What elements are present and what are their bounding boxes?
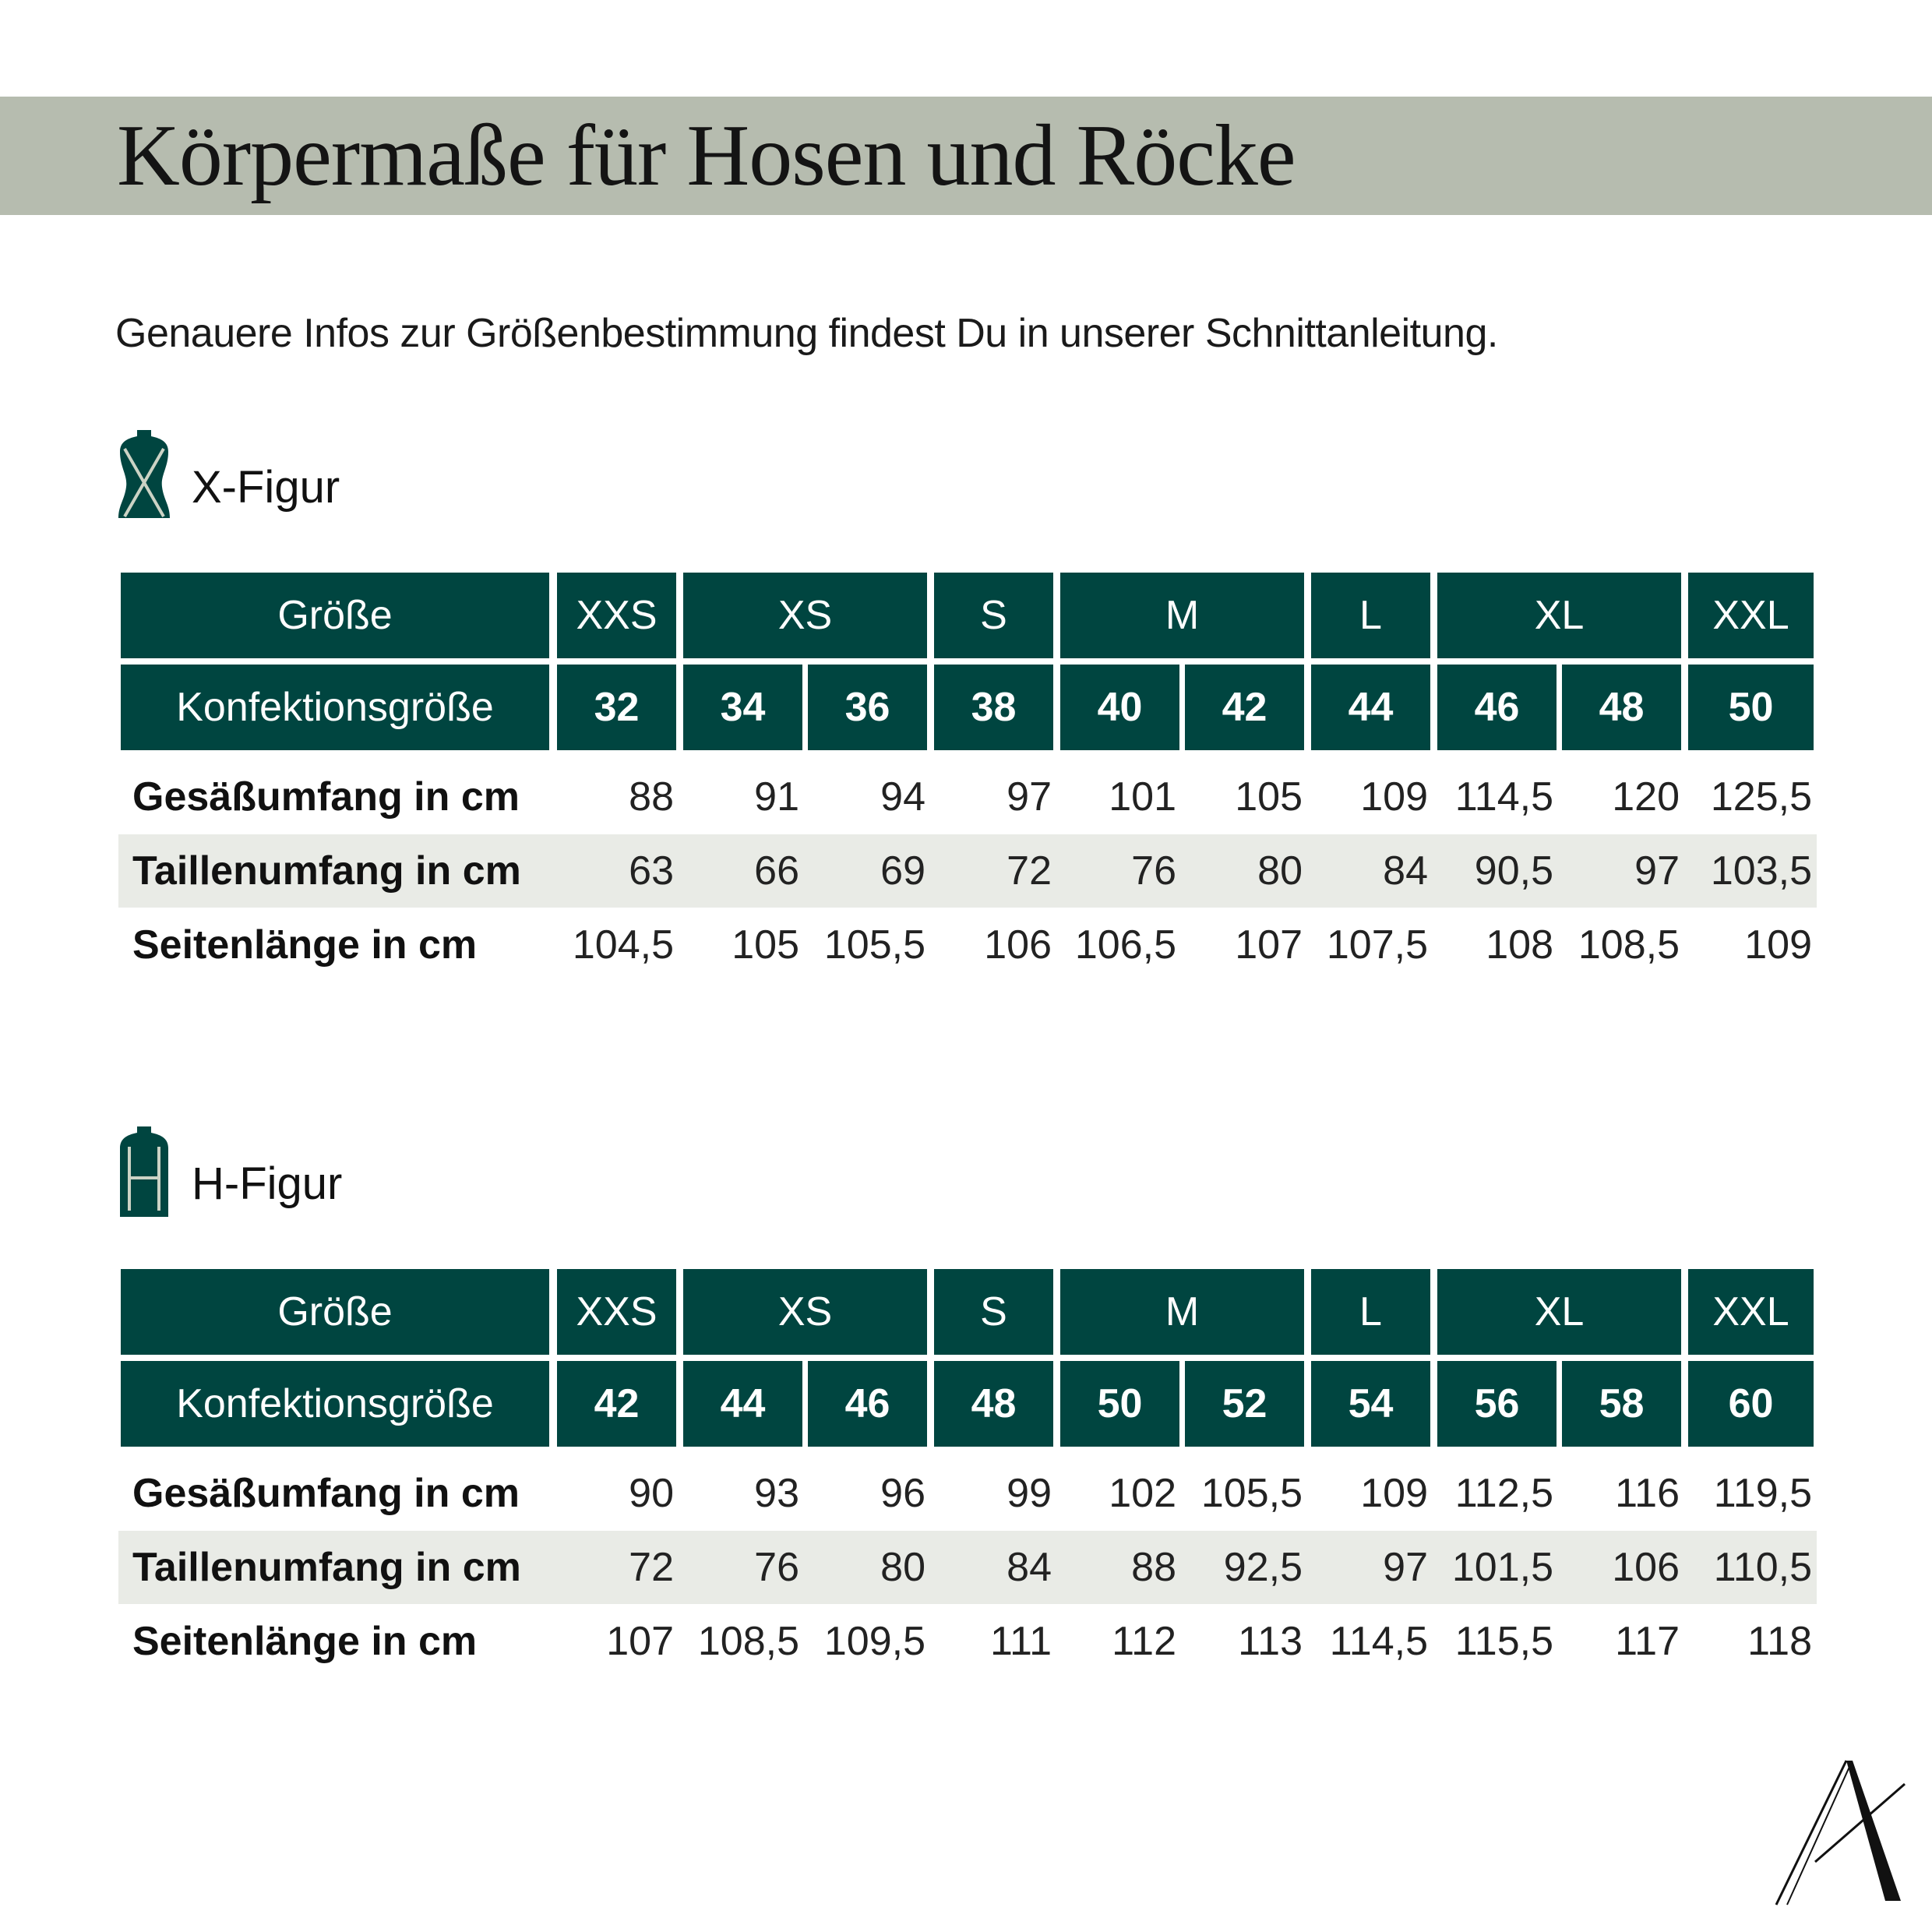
conf-size-cell: 60 <box>1688 1361 1814 1447</box>
figure-label: X-Figur <box>192 462 340 513</box>
size-header-cell: XXS <box>557 1269 676 1355</box>
table-cell: 105 <box>1235 774 1303 820</box>
table-cell: 97 <box>1383 1545 1428 1590</box>
table-cell: 84 <box>1007 1545 1052 1590</box>
table-cell: 69 <box>880 848 925 894</box>
size-header-cell: XXL <box>1688 573 1814 658</box>
row-label: Gesäßumfang in cm <box>132 774 520 820</box>
table-cell: 109,5 <box>823 1619 925 1664</box>
size-header-cell: XXS <box>557 573 676 658</box>
conf-size-cell: 38 <box>934 665 1053 750</box>
row-label: Taillenumfang in cm <box>132 1545 521 1590</box>
conf-size-cell: 56 <box>1437 1361 1557 1447</box>
table-cell: 112,5 <box>1454 1471 1553 1516</box>
conf-size-cell: 44 <box>683 1361 802 1447</box>
conf-size-cell: 36 <box>808 665 927 750</box>
table-cell: 114,5 <box>1454 774 1553 820</box>
size-header-cell: XL <box>1437 573 1681 658</box>
table-cell: 109 <box>1360 1471 1428 1516</box>
table-row <box>118 760 1817 834</box>
conf-size-cell: 48 <box>934 1361 1053 1447</box>
table-cell: 99 <box>1007 1471 1052 1516</box>
table-row <box>118 1457 1817 1530</box>
table-cell: 76 <box>1131 848 1176 894</box>
table-cell: 72 <box>1007 848 1052 894</box>
table-cell: 105 <box>732 922 799 968</box>
size-header-cell: S <box>934 1269 1053 1355</box>
table-cell: 88 <box>1131 1545 1176 1590</box>
table-cell: 97 <box>1634 848 1680 894</box>
brand-monogram-icon <box>1768 1753 1909 1909</box>
table-cell: 115,5 <box>1454 1619 1553 1664</box>
table-cell: 93 <box>754 1471 799 1516</box>
conf-size-cell: 46 <box>808 1361 927 1447</box>
table-cell: 119,5 <box>1713 1471 1812 1516</box>
size-header-cell: XS <box>683 573 927 658</box>
table-cell: 118 <box>1747 1619 1812 1664</box>
table-cell: 106 <box>1612 1545 1680 1590</box>
table-cell: 80 <box>1257 848 1303 894</box>
table-cell: 92,5 <box>1223 1545 1303 1590</box>
table-cell: 97 <box>1007 774 1052 820</box>
table-cell: 116 <box>1615 1471 1680 1516</box>
table-cell: 108,5 <box>697 1619 799 1664</box>
table-cell: 125,5 <box>1710 774 1812 820</box>
table-cell: 91 <box>754 774 799 820</box>
row-label: Taillenumfang in cm <box>132 848 521 894</box>
table-cell: 117 <box>1615 1619 1680 1664</box>
table-cell: 105,5 <box>1200 1471 1303 1516</box>
table-cell: 105,5 <box>823 922 925 968</box>
table-row <box>118 834 1817 908</box>
table-cell: 109 <box>1744 922 1812 968</box>
table-cell: 120 <box>1612 774 1680 820</box>
table-cell: 90 <box>629 1471 674 1516</box>
conf-header-label: Konfektionsgröße <box>121 1361 549 1447</box>
conf-size-cell: 52 <box>1185 1361 1304 1447</box>
conf-size-cell: 34 <box>683 665 802 750</box>
table-cell: 106 <box>984 922 1052 968</box>
table-cell: 101,5 <box>1451 1545 1553 1590</box>
conf-size-cell: 44 <box>1311 665 1430 750</box>
table-cell: 94 <box>880 774 925 820</box>
size-header-cell: L <box>1311 1269 1430 1355</box>
table-cell: 103,5 <box>1710 848 1812 894</box>
table-cell: 107 <box>606 1619 674 1664</box>
table-cell: 72 <box>629 1545 674 1590</box>
size-header-cell: XXL <box>1688 1269 1814 1355</box>
table-cell: 80 <box>880 1545 925 1590</box>
table-cell: 88 <box>629 774 674 820</box>
figure-label: H-Figur <box>192 1158 343 1209</box>
size-header-cell: M <box>1060 573 1304 658</box>
table-row <box>118 908 1817 982</box>
table-row <box>118 1531 1817 1604</box>
table-cell: 63 <box>629 848 674 894</box>
x-figure-dress-form-icon <box>117 427 171 520</box>
table-cell: 104,5 <box>572 922 674 968</box>
conf-size-cell: 46 <box>1437 665 1557 750</box>
table-cell: 109 <box>1360 774 1428 820</box>
table-cell: 112 <box>1112 1619 1176 1664</box>
conf-size-cell: 50 <box>1060 1361 1179 1447</box>
table-cell: 108,5 <box>1578 922 1680 968</box>
table-row <box>118 1605 1817 1678</box>
table-cell: 107,5 <box>1326 922 1428 968</box>
row-label: Gesäßumfang in cm <box>132 1471 520 1516</box>
table-cell: 102 <box>1109 1471 1176 1516</box>
table-cell: 108 <box>1486 922 1553 968</box>
table-cell: 101 <box>1109 774 1176 820</box>
table-cell: 110,5 <box>1713 1545 1812 1590</box>
table-cell: 76 <box>754 1545 799 1590</box>
conf-size-cell: 58 <box>1562 1361 1681 1447</box>
conf-size-cell: 42 <box>1185 665 1304 750</box>
page-title: Körpermaße für Hosen und Röcke <box>117 108 1296 204</box>
table-cell: 84 <box>1383 848 1428 894</box>
table-cell: 66 <box>754 848 799 894</box>
conf-size-cell: 32 <box>557 665 676 750</box>
table-cell: 113 <box>1238 1619 1303 1664</box>
conf-size-cell: 48 <box>1562 665 1681 750</box>
table-cell: 90,5 <box>1474 848 1553 894</box>
page-subtitle: Genauere Infos zur Größenbestimmung findest Du in unserer Schnittanleitung. <box>115 311 1498 356</box>
h-figure-dress-form-icon <box>117 1123 171 1217</box>
size-header-cell: XS <box>683 1269 927 1355</box>
conf-size-cell: 50 <box>1688 665 1814 750</box>
row-label: Seitenlänge in cm <box>132 922 478 968</box>
table-cell: 111 <box>989 1619 1052 1664</box>
size-header-cell: M <box>1060 1269 1304 1355</box>
table-cell: 107 <box>1235 922 1303 968</box>
size-header-cell: L <box>1311 573 1430 658</box>
conf-header-label: Konfektionsgröße <box>121 665 549 750</box>
conf-size-cell: 42 <box>557 1361 676 1447</box>
size-header-label: Größe <box>121 1269 549 1355</box>
size-header-cell: XL <box>1437 1269 1681 1355</box>
conf-size-cell: 54 <box>1311 1361 1430 1447</box>
conf-size-cell: 40 <box>1060 665 1179 750</box>
table-cell: 106,5 <box>1074 922 1176 968</box>
table-cell: 114,5 <box>1329 1619 1428 1664</box>
table-cell: 96 <box>880 1471 925 1516</box>
size-header-cell: S <box>934 573 1053 658</box>
row-label: Seitenlänge in cm <box>132 1619 478 1664</box>
size-header-label: Größe <box>121 573 549 658</box>
